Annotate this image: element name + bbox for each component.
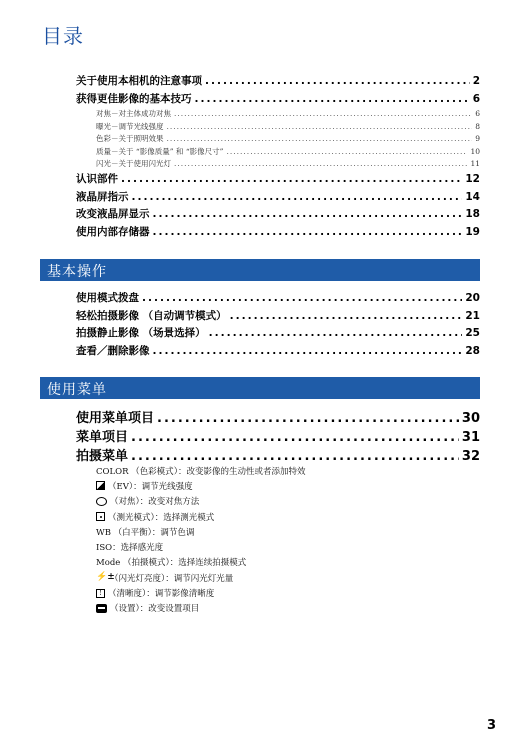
toc-subitem[interactable]: 质量－关于 “影像质量” 和 “影像尺寸” ..... 10 bbox=[76, 146, 480, 159]
flash-level-icon: ⚡± bbox=[96, 572, 115, 583]
detail-line: WB （白平衡）：调节色调 bbox=[96, 527, 195, 538]
detail-line: （EV）：调节光线强度 bbox=[96, 478, 305, 493]
toc-item[interactable]: 菜单项目 ..... 31 bbox=[76, 426, 480, 445]
setup-icon bbox=[96, 604, 107, 613]
toc-item[interactable]: 认识部件 ..... 12 bbox=[76, 171, 480, 189]
toc-subitem[interactable]: 曝光－调节光线强度 ..... 8 bbox=[76, 121, 480, 134]
metering-icon bbox=[96, 512, 105, 521]
page-title: 目录 bbox=[42, 24, 84, 48]
detail-line: （测光模式）：选择测光模式 bbox=[96, 509, 305, 524]
toc-item[interactable]: 获得更佳影像的基本技巧 ..... 6 bbox=[76, 91, 480, 109]
toc-item[interactable]: 轻松拍摄影像 （自动调节模式） ..... 21 bbox=[76, 308, 480, 326]
section-header-menu: 使用菜单 bbox=[40, 377, 480, 399]
toc-item[interactable]: 查看／删除影像 ..... 28 bbox=[76, 343, 480, 361]
toc-menu-list bbox=[76, 407, 480, 464]
detail-line: （设置）：改变设置项目 bbox=[96, 601, 305, 616]
toc-item[interactable]: 使用模式拨盘 ..... 20 bbox=[76, 290, 480, 308]
detail-line: （对焦）：改变对焦方法 bbox=[96, 494, 305, 509]
toc-basic-list bbox=[76, 290, 480, 360]
toc-item[interactable]: 液晶屏指示 ..... 14 bbox=[76, 189, 480, 207]
toc-item[interactable]: 拍摄菜单 ..... 32 bbox=[76, 445, 480, 464]
detail-line: ! （清晰度）：调节影像清晰度 bbox=[96, 585, 305, 600]
toc-subitem[interactable]: 对焦－对主体成功对焦 ..... 6 bbox=[76, 108, 480, 121]
toc-main-list bbox=[76, 73, 480, 108]
page-number: 3 bbox=[486, 718, 496, 733]
toc-item[interactable]: 改变液晶屏显示 ..... 18 bbox=[76, 206, 480, 224]
toc-item[interactable]: 关于使用本相机的注意事项 ..... 2 bbox=[76, 73, 480, 91]
ev-icon bbox=[96, 481, 105, 490]
detail-line: ⚡± （闪光灯亮度）：调节闪光灯光量 bbox=[96, 572, 234, 584]
detail-line: COLOR （色彩模式）：改变影像的生动性或者添加特效 bbox=[96, 466, 306, 477]
toc-subitem[interactable]: 色彩－关于照明效果 ..... 9 bbox=[76, 133, 480, 146]
sharpness-icon: ! bbox=[96, 589, 105, 598]
toc-item[interactable]: 拍摄静止影像 （场景选择） ..... 25 bbox=[76, 325, 480, 343]
shooting-menu-details bbox=[96, 463, 305, 616]
toc-sub-list bbox=[76, 108, 480, 171]
detail-line: ISO：选择感光度 bbox=[96, 543, 164, 554]
focus-icon bbox=[96, 497, 107, 506]
toc-item[interactable]: 使用内部存储器 ..... 19 bbox=[76, 224, 480, 242]
detail-line: Mode （拍摄模式）：选择连续拍摄模式 bbox=[96, 558, 247, 569]
toc-main-list-2 bbox=[76, 171, 480, 241]
section-header-basic: 基本操作 bbox=[40, 259, 480, 281]
toc-subitem[interactable]: 闪光－关于使用闪光灯 ..... 11 bbox=[76, 158, 480, 171]
toc-item[interactable]: 使用菜单项目 ..... 30 bbox=[76, 407, 480, 426]
